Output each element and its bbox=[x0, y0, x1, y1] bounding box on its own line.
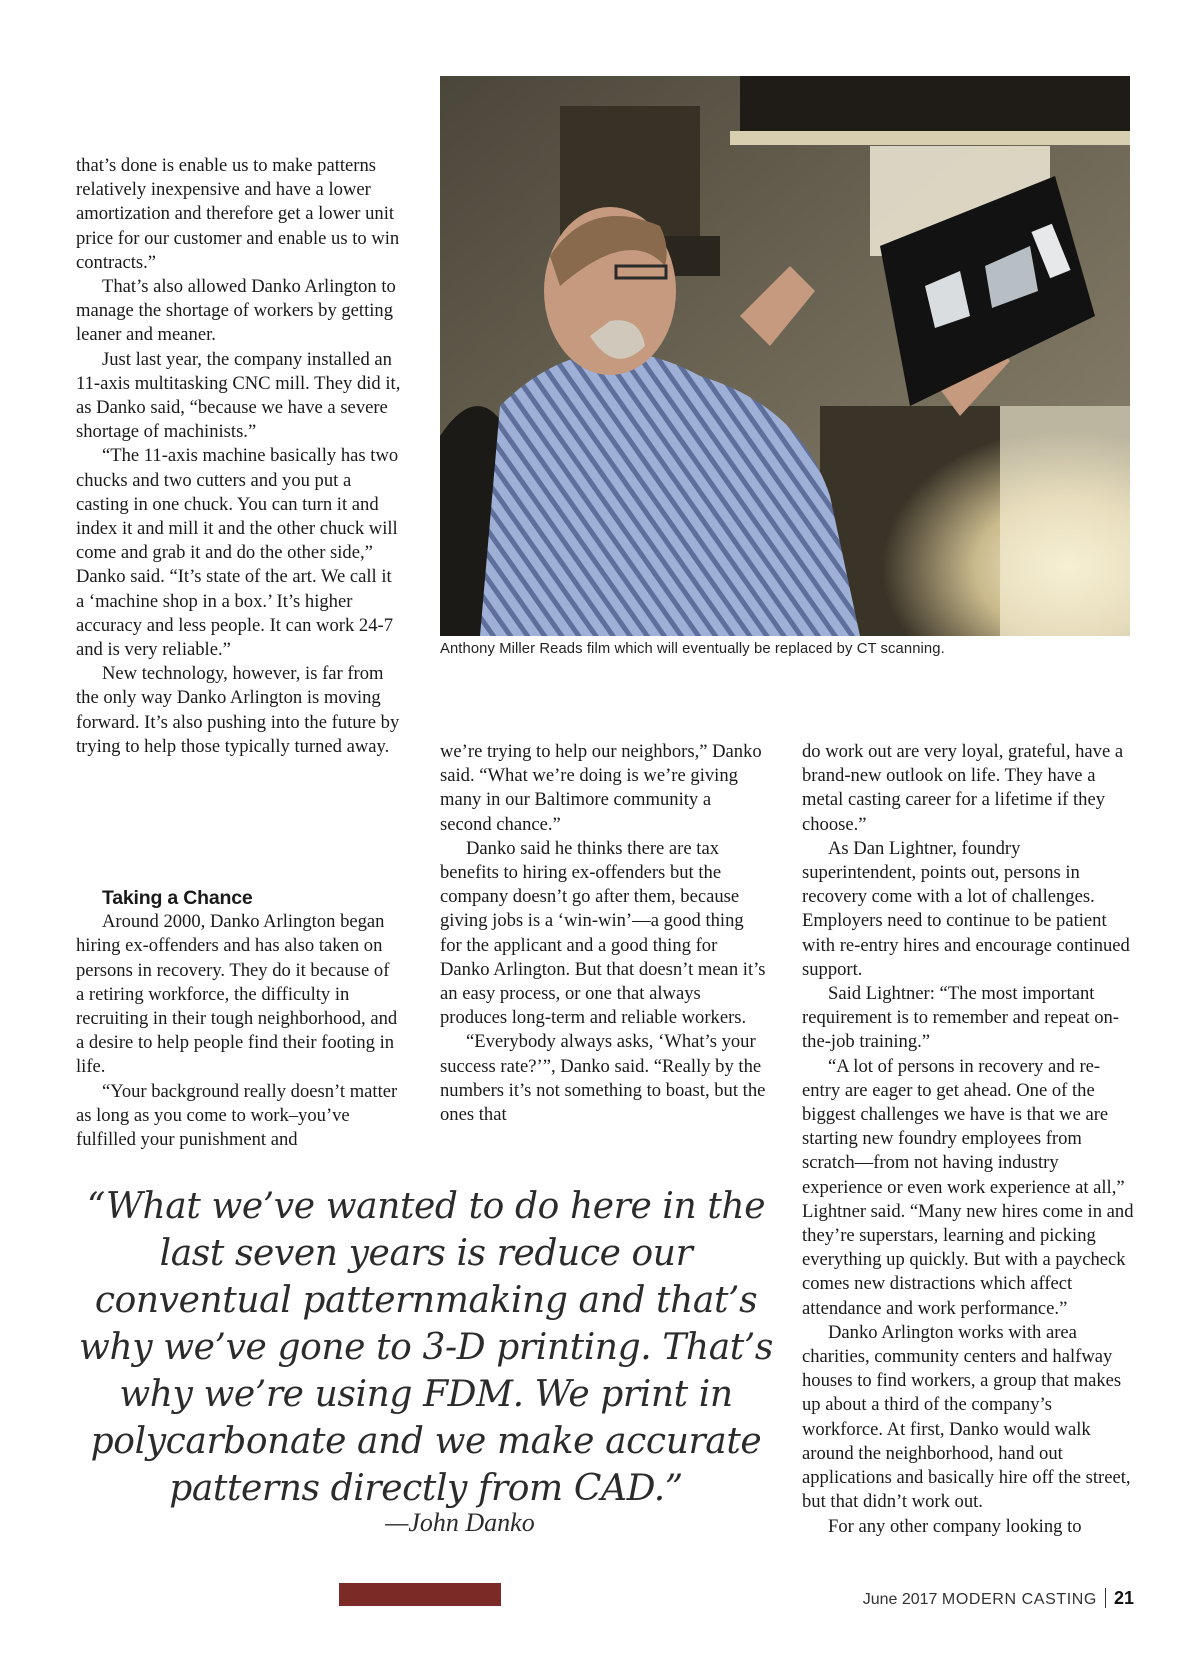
photo-illustration bbox=[440, 76, 1130, 636]
magazine-name: MODERN CASTING bbox=[941, 1591, 1097, 1608]
paragraph: we’re trying to help our neighbors,” Danko said. “What we’re doing is we’re giving many in our Baltimore community a second chance.” bbox=[440, 741, 762, 835]
footer-divider bbox=[1105, 1588, 1106, 1608]
paragraph: “Your background really doesn’t matter as long as you come to work–you’ve fulfilled your punishment and bbox=[76, 1080, 398, 1151]
paragraph: “Everybody always asks, ‘What’s your success rate?’”, Danko said. “Really by the numbers it’s not something to boast, but the ones that bbox=[440, 1031, 766, 1126]
article-column-middle bbox=[440, 740, 766, 1127]
paragraph: For any other company looking to bbox=[828, 1515, 1082, 1537]
paragraph: that’s done is enable us to make patterns relatively inexpensive and have a lower amortization and therefore get a lower unit price for our customer and enable us to win contracts.” bbox=[76, 155, 400, 273]
page-footer bbox=[863, 1588, 1134, 1609]
pull-quote-accent-bar bbox=[339, 1583, 501, 1606]
paragraph: “The 11-axis machine basically has two chucks and two cutters and you put a casting in one chuck. You can turn it and index it and mill it and the other chuck will come and grab it and do the other side,” Danko said. “It’s state of the art. We call it a ‘machine shop in a box.’ It’s higher accuracy and less people. It can work 24-7 and is very reliable.” bbox=[76, 445, 399, 661]
paragraph: That’s also allowed Danko Arlington to manage the shortage of workers by getting leaner and meaner. bbox=[76, 276, 396, 346]
paragraph: Said Lightner: “The most important requirement is to remember and repeat on-the-job training.” bbox=[802, 983, 1119, 1053]
paragraph: New technology, however, is far from the only way Danko Arlington is moving forward. It’s also pushing into the future by trying to help those typically turned away. bbox=[76, 663, 400, 757]
paragraph: Around 2000, Danko Arlington began hiring ex-offenders and has also taken on persons in recovery. They do it because of a retiring workforce, the difficulty in recruiting in their tough neighborhood, and a desire to help people find their footing in life. bbox=[76, 911, 398, 1078]
article-column-left-bottom bbox=[76, 886, 402, 1152]
pull-quote: “What we’ve wanted to do here in the last seven years is reduce our conventual patternmaking and that’s why we’ve gone to 3-D printing. That’s why we’re using FDM. We print in polycarbonate and we make accurate patterns directly from CAD.” bbox=[79, 1186, 773, 1509]
pull-quote-author: —John Danko bbox=[385, 1508, 535, 1537]
paragraph: Danko said he thinks there are tax benefits to hiring ex-offenders but the company doesn’t go after them, because giving jobs is a ‘win-win’—a good thing for the applicant and a good thing for Danko Arlington. But that doesn’t mean it’s an easy process, or one that always produces long-term and reliable workers. bbox=[440, 837, 766, 1029]
paragraph: Danko Arlington works with area charities, community centers and halfway houses to find workers, a group that makes up about a third of the company’s workforce. At first, Danko would walk around the neighborhood, hand out applications and basically hire off the street, but that didn’t work out. bbox=[802, 1321, 1131, 1513]
article-column-left-top bbox=[76, 154, 402, 759]
page-number: 21 bbox=[1113, 1588, 1134, 1608]
paragraph: As Dan Lightner, foundry superintendent, points out, persons in recovery come with a lot of challenges. Employers need to continue to be patient with re-entry hires and encourage continued support. bbox=[802, 837, 1130, 980]
article-photo bbox=[440, 76, 1130, 636]
paragraph: Just last year, the company installed an 11-axis multitasking CNC mill. They did it, as Danko said, “because we have a severe shortage of machinists.” bbox=[76, 348, 401, 443]
paragraph: “A lot of persons in recovery and re-entry are eager to get ahead. One of the biggest challenges we have is that we are starting new foundry employees from scratch—from not having industry experience or even work experience at all,” Lightner said. “Many new hires come in and they’re superstars, learning and picking everything up quickly. But with a paycheck comes new distractions which affect attendance and work performance.” bbox=[802, 1055, 1134, 1319]
paragraph: do work out are very loyal, grateful, have a brand-new outlook on life. They have a metal casting career for a lifetime if they choose.” bbox=[802, 741, 1124, 835]
article-column-right bbox=[802, 740, 1134, 1539]
section-subhead: Taking a Chance bbox=[102, 887, 253, 909]
photo-caption: Anthony Miller Reads film which will eventually be replaced by CT scanning. bbox=[440, 641, 945, 657]
issue-date: June 2017 bbox=[862, 1591, 938, 1608]
